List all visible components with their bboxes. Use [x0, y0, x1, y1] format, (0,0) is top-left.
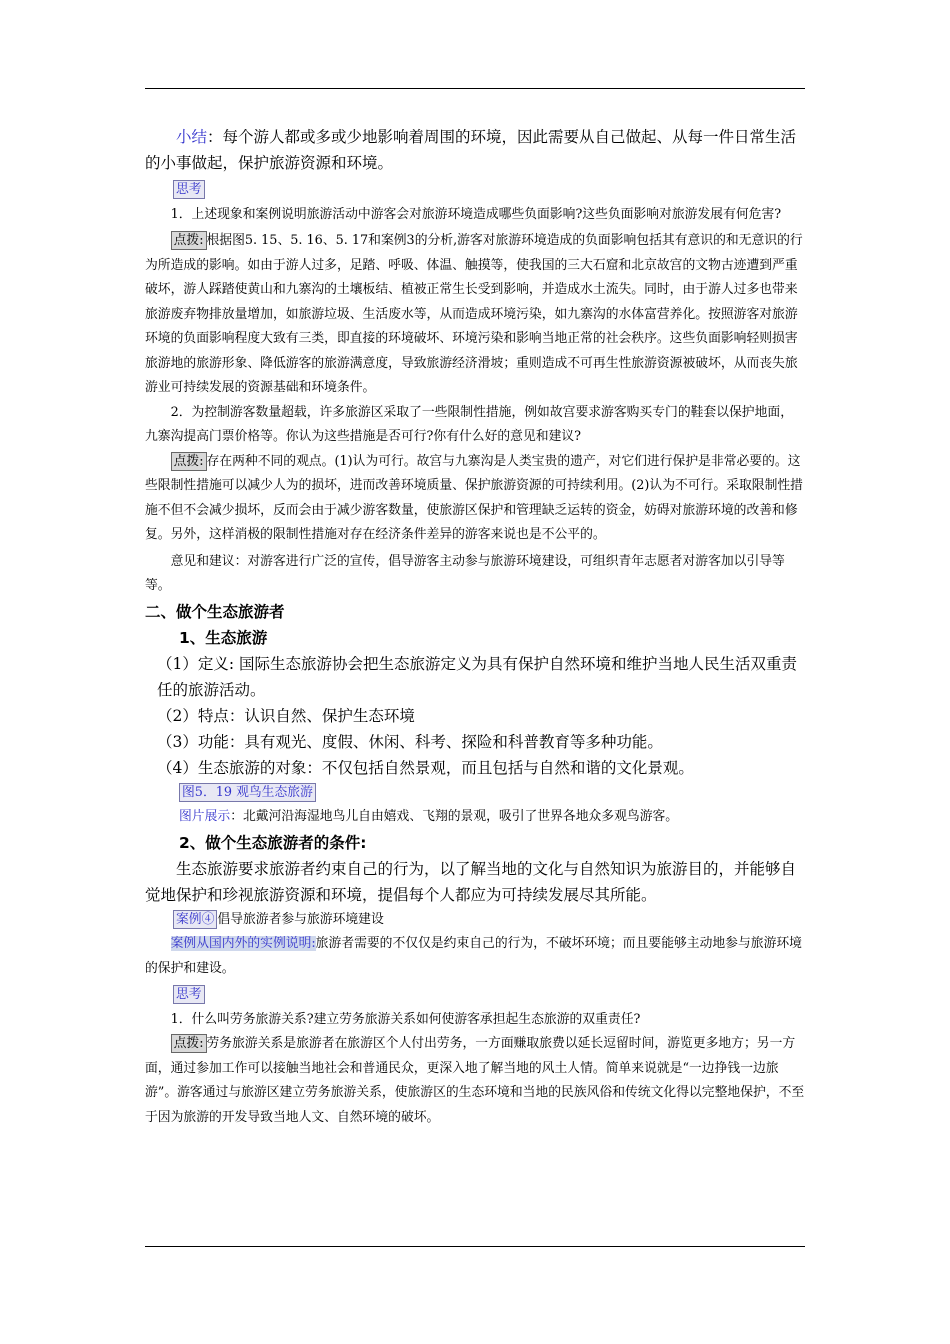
case-tag: 案例④: [173, 910, 217, 929]
think-label-row-2: [145, 983, 805, 1008]
think-tag-2: 思考: [173, 985, 205, 1004]
answer-3-text: 劳务旅游关系是旅游者在旅游区个人付出劳务，一方面赚取旅费以延长逗留时间，游览更多地方；另一方面，通过参加工作可以接触当地社会和普通民众，更深入地了解当地的风土人情。简单来说就是“一边挣钱一边旅游”。游客通过与旅游区建立劳务旅游关系，使旅游区的生态环境和当地的民族风俗和传统文化得以完整地保护，不至于因为旅游的开发导致当地人文、自然环境的破坏。: [145, 1036, 805, 1125]
object-item: （4）生态旅游的对象：不仅包括自然景观，而且包括与自然和谐的文化景观。: [157, 758, 694, 777]
answer-2: [145, 450, 805, 548]
answer-1-text: 根据图5. 15、5. 16、5. 17和案例3的分析,游客对旅游环境造成的负面影响包括其有意识的和无意识的行为所造成的影响。如由于游人过多，足踏、呼吸、体温、触摸等，使我国的三大石窟和北京故宫的文物古迹遭到严重破坏，游人踩踏使黄山和九寨沟的土壤板结、植被正常生长受到影响，并造成水土流失。同时，由于游人过多也带来旅游废弃物排放量增加，如旅游垃圾、生活废水等，从而造成环境污染，如九寨沟的水体富营养化。按照游客对旅游环境的负面影响程度大致有三类，即直接的环境破坏、环境污染和影响当地正常的社会秩序。这些负面影响轻则损害旅游地的旅游形象、降低游客的旅游满意度，导致旅游经济滑坡；重则造成不可再生性旅游资源被破坏，从而丧失旅游业可持续发展的资源基础和环境条件。: [145, 233, 803, 395]
question-2: 2．为控制游客数量超载，许多旅游区采取了一些限制性措施，例如故宫要求游客购买专门的鞋套以保护地面，九寨沟提高门票价格等。你认为这些措施是否可行?你有什么好的意见和建议?: [145, 404, 793, 444]
answer-1: [145, 229, 805, 401]
hint-tag-2: 点拨:: [171, 452, 207, 471]
summary-label: 小结: [176, 128, 208, 146]
question-1: 1．上述现象和案例说明旅游活动中游客会对旅游环境造成哪些负面影响?这些负面影响对旅游发展有何危害?: [170, 206, 782, 222]
picture-description: [145, 805, 805, 830]
case-title: 倡导旅游者参与旅游环境建设: [217, 911, 384, 927]
figure-caption: 图5．19 观鸟生态旅游: [179, 783, 316, 802]
picture-text: ：北戴河沿海湿地鸟儿自由嬉戏、飞翔的景观，吸引了世界各地众多观鸟游客。: [230, 809, 679, 824]
subheading-conditions: 2、做个生态旅游者的条件:: [179, 833, 367, 852]
think-label-row-1: [145, 178, 805, 203]
answer-2-text: 存在两种不同的观点。(1)认为可行。故宫与九寨沟是人类宝贵的遗产，对它们进行保护是非常必要的。这些限制性措施可以减少人为的损坏，进而改善环境质量、保护旅游资源的可持续利用。(2)认为不可行。采取限制性措施不但不会减少损坏，反而会由于减少游客数量，使旅游区保护和管理缺乏运转的资金，妨碍对旅游环境的改善和修复。另外，这样消极的限制性措施对存在经济条件差异的游客来说也是不公平的。: [145, 453, 803, 542]
definition-item: （1）定义: 国际生态旅游协会把生态旅游定义为具有保护自然环境和维护当地人民生活双重责任的旅游活动。: [157, 654, 798, 699]
case-text: 旅游者需要的不仅仅是约束自己的行为，不破坏环境；而且要能够主动地参与旅游环境的保护和建设。: [145, 936, 802, 976]
summary-paragraph: [145, 124, 805, 176]
hint-tag-3: 点拨:: [171, 1034, 207, 1053]
subheading-ecotourism: 1、生态旅游: [179, 628, 268, 647]
case-paragraph: [145, 932, 805, 981]
hint-tag-1: 点拨:: [171, 231, 207, 250]
picture-label: 图片展示: [179, 809, 231, 824]
think-tag-1: 思考: [173, 180, 205, 199]
answer-3: [145, 1032, 805, 1130]
section-heading: 二、做个生态旅游者: [145, 602, 285, 621]
footer-rule: [145, 1246, 805, 1247]
conditions-paragraph: 生态旅游要求旅游者约束自己的行为，以了解当地的文化与自然知识为旅游目的，并能够自觉地保护和珍视旅游资源和环境，提倡每个人都应为可持续发展尽其所能。: [145, 859, 797, 904]
question-3: 1．什么叫劳务旅游关系?建立劳务旅游关系如何使游客承担起生态旅游的双重责任?: [170, 1011, 641, 1027]
advice-paragraph: 意见和建议：对游客进行广泛的宣传，倡导游客主动参与旅游环境建设，可组织青年志愿者对游客加以引导等等。: [145, 553, 785, 593]
figure-caption-row: [145, 781, 805, 806]
page-content: [145, 124, 805, 1130]
case-row: [145, 908, 805, 933]
case-highlight: 案例从国内外的实例说明:: [170, 936, 316, 951]
function-item: （3）功能：具有观光、度假、休闲、科考、探险和科普教育等多种功能。: [157, 732, 663, 751]
header-rule: [145, 88, 805, 89]
feature-item: （2）特点：认识自然、保护生态环境: [157, 706, 415, 725]
summary-text: ：每个游人都或多或少地影响着周围的环境，因此需要从自己做起、从每一件日常生活的小事做起，保护旅游资源和环境。: [145, 128, 797, 172]
